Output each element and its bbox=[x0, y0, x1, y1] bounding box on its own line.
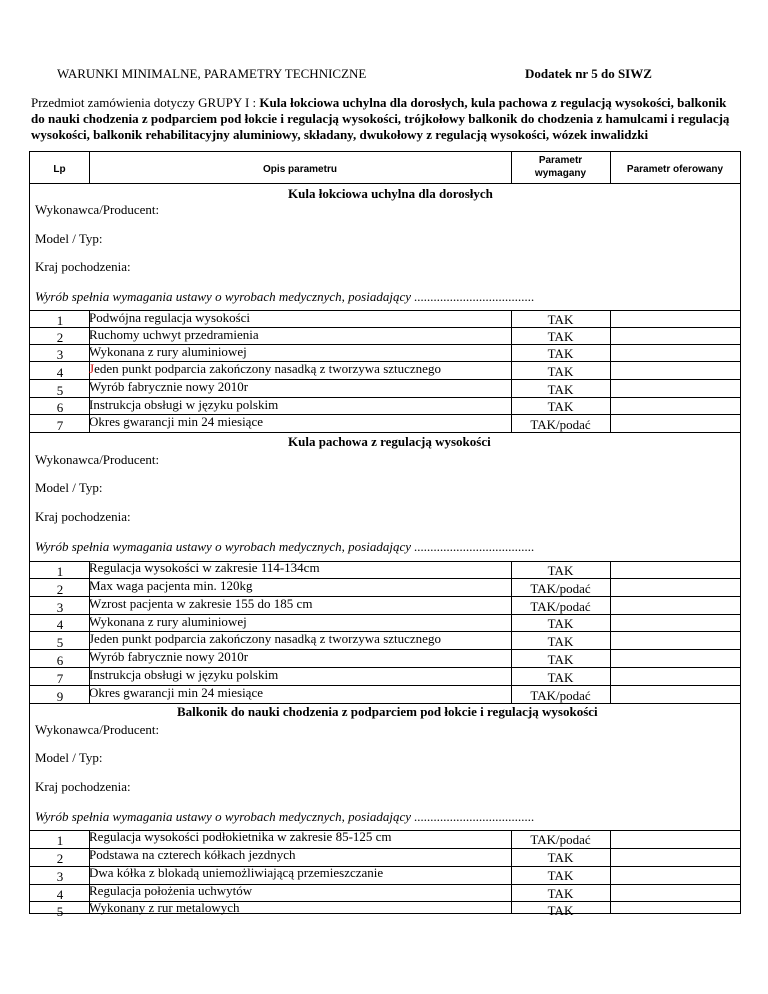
column-header-offered: Parametr oferowany bbox=[626, 164, 724, 175]
section-title: Kula pachowa z regulacją wysokości bbox=[288, 434, 491, 449]
row-required: TAK bbox=[547, 616, 574, 631]
row-description: Instrukcja obsługi w języku polskim bbox=[89, 397, 279, 412]
row-lp: 6 bbox=[56, 400, 64, 415]
row-lp: 3 bbox=[56, 600, 64, 615]
intro-paragraph bbox=[31, 95, 731, 143]
row-description: Wyrób fabrycznie nowy 2010r bbox=[89, 379, 249, 394]
header-title: WARUNKI MINIMALNE, PARAMETRY TECHNICZNE bbox=[57, 66, 367, 81]
row-required: TAK/podać bbox=[530, 832, 591, 847]
row-required: TAK bbox=[547, 670, 574, 685]
row-description: Wykonana z rury aluminiowej bbox=[89, 614, 247, 629]
parameters-table bbox=[29, 151, 741, 919]
row-required: TAK bbox=[547, 382, 574, 397]
intro-items: Kula łokciowa uchylna dla dorosłych, kula pachowa z regulacją wysokości, balkonik do nauki chodzenia z podparciem pod łokcie i regulacją wysokości, trójkołowy balkonik do chodzenia z hamulcami i regulacją wysokości, balkonik rehabilitacyjny aluminiowy, składany, dwukołowy z regulacją wysokości, wózek inwalidzki bbox=[31, 95, 730, 142]
producer-label: Wykonawca/Producent: bbox=[35, 452, 160, 467]
declaration-text: Wyrób spełnia wymagania ustawy o wyrobach medycznych, posiadający ..................................... bbox=[35, 809, 535, 824]
row-description: Regulacja wysokości podłokietnika w zakresie 85-125 cm bbox=[89, 829, 392, 844]
column-header-required-line2: wymagany bbox=[534, 168, 587, 179]
header-attachment-label: Dodatek nr 5 do SIWZ bbox=[525, 66, 652, 81]
row-required: TAK bbox=[547, 329, 574, 344]
row-lp: 4 bbox=[56, 365, 64, 380]
row-lp: 4 bbox=[56, 617, 64, 632]
row-lp: 6 bbox=[56, 653, 64, 668]
row-description: Instrukcja obsługi w języku polskim bbox=[89, 667, 279, 682]
row-lp: 2 bbox=[56, 330, 64, 345]
row-description bbox=[89, 361, 441, 377]
section-title: Kula łokciowa uchylna dla dorosłych bbox=[288, 186, 493, 201]
row-description: Wykonany z rur metalowych bbox=[89, 900, 240, 915]
section-title: Balkonik do nauki chodzenia z podparciem pod łokcie i regulacją wysokości bbox=[177, 704, 598, 719]
row-description-rest: eden punkt podparcia zakończony nasadką z tworzywa sztucznego bbox=[94, 361, 441, 376]
row-lp: 2 bbox=[56, 582, 64, 597]
column-header-required bbox=[511, 154, 610, 180]
row-lp: 5 bbox=[56, 904, 64, 919]
row-description: Okres gwarancji min 24 miesiące bbox=[89, 685, 263, 700]
row-required: TAK bbox=[547, 312, 574, 327]
row-required: TAK bbox=[547, 652, 574, 667]
model-label: Model / Typ: bbox=[35, 480, 103, 495]
row-description: Podwójna regulacja wysokości bbox=[89, 310, 251, 325]
row-description-initial: J bbox=[89, 361, 95, 376]
row-lp: 2 bbox=[56, 851, 64, 866]
row-required: TAK bbox=[547, 399, 574, 414]
row-description: Jeden punkt podparcia zakończony nasadką z tworzywa sztucznego bbox=[89, 631, 441, 646]
row-required: TAK bbox=[547, 346, 574, 361]
row-description: Podstawa na czterech kółkach jezdnych bbox=[89, 847, 296, 862]
row-description: Wyrób fabrycznie nowy 2010r bbox=[89, 649, 249, 664]
column-header-opis: Opis parametru bbox=[263, 164, 337, 175]
row-description: Dwa kółka z blokadą uniemożliwiającą przemieszczanie bbox=[89, 865, 384, 880]
country-label: Kraj pochodzenia: bbox=[35, 779, 131, 794]
row-description: Okres gwarancji min 24 miesiące bbox=[89, 414, 263, 429]
row-required: TAK bbox=[547, 868, 574, 883]
country-label: Kraj pochodzenia: bbox=[35, 259, 131, 274]
row-description: Wzrost pacjenta w zakresie 155 do 185 cm bbox=[89, 596, 313, 611]
row-lp: 3 bbox=[56, 347, 64, 362]
row-lp: 7 bbox=[56, 671, 64, 686]
row-required: TAK/podać bbox=[530, 688, 591, 703]
row-required: TAK bbox=[547, 886, 574, 901]
row-required: TAK/podać bbox=[530, 581, 591, 596]
row-lp: 4 bbox=[56, 887, 64, 902]
row-lp: 5 bbox=[56, 383, 64, 398]
row-required: TAK bbox=[547, 634, 574, 649]
row-description: Regulacja położenia uchwytów bbox=[89, 883, 253, 898]
model-label: Model / Typ: bbox=[35, 750, 103, 765]
producer-label: Wykonawca/Producent: bbox=[35, 722, 160, 737]
row-lp: 3 bbox=[56, 869, 64, 884]
row-lp: 7 bbox=[56, 418, 64, 433]
row-required: TAK bbox=[547, 903, 574, 918]
row-required: TAK bbox=[547, 850, 574, 865]
row-lp: 9 bbox=[56, 689, 64, 704]
declaration-text: Wyrób spełnia wymagania ustawy o wyrobach medycznych, posiadający ..................................... bbox=[35, 539, 535, 554]
row-description: Wykonana z rury aluminiowej bbox=[89, 344, 247, 359]
row-lp: 1 bbox=[56, 313, 64, 328]
row-description: Regulacja wysokości w zakresie 114-134cm bbox=[89, 560, 320, 575]
country-label: Kraj pochodzenia: bbox=[35, 509, 131, 524]
model-label: Model / Typ: bbox=[35, 231, 103, 246]
row-description: Max waga pacjenta min. 120kg bbox=[89, 578, 253, 593]
column-header-required-line1: Parametr bbox=[538, 155, 583, 166]
row-lp: 1 bbox=[56, 564, 64, 579]
row-lp: 1 bbox=[56, 833, 64, 848]
row-lp: 5 bbox=[56, 635, 64, 650]
row-required: TAK/podać bbox=[530, 417, 591, 432]
row-required: TAK bbox=[547, 563, 574, 578]
declaration-text: Wyrób spełnia wymagania ustawy o wyrobach medycznych, posiadający ..................................... bbox=[35, 289, 535, 304]
row-required: TAK bbox=[547, 364, 574, 379]
column-header-lp: Lp bbox=[53, 164, 66, 175]
producer-label: Wykonawca/Producent: bbox=[35, 202, 160, 217]
row-description: Ruchomy uchwyt przedramienia bbox=[89, 327, 259, 342]
intro-prefix: Przedmiot zamówienia dotyczy GRUPY I : bbox=[31, 95, 260, 110]
row-required: TAK/podać bbox=[530, 599, 591, 614]
